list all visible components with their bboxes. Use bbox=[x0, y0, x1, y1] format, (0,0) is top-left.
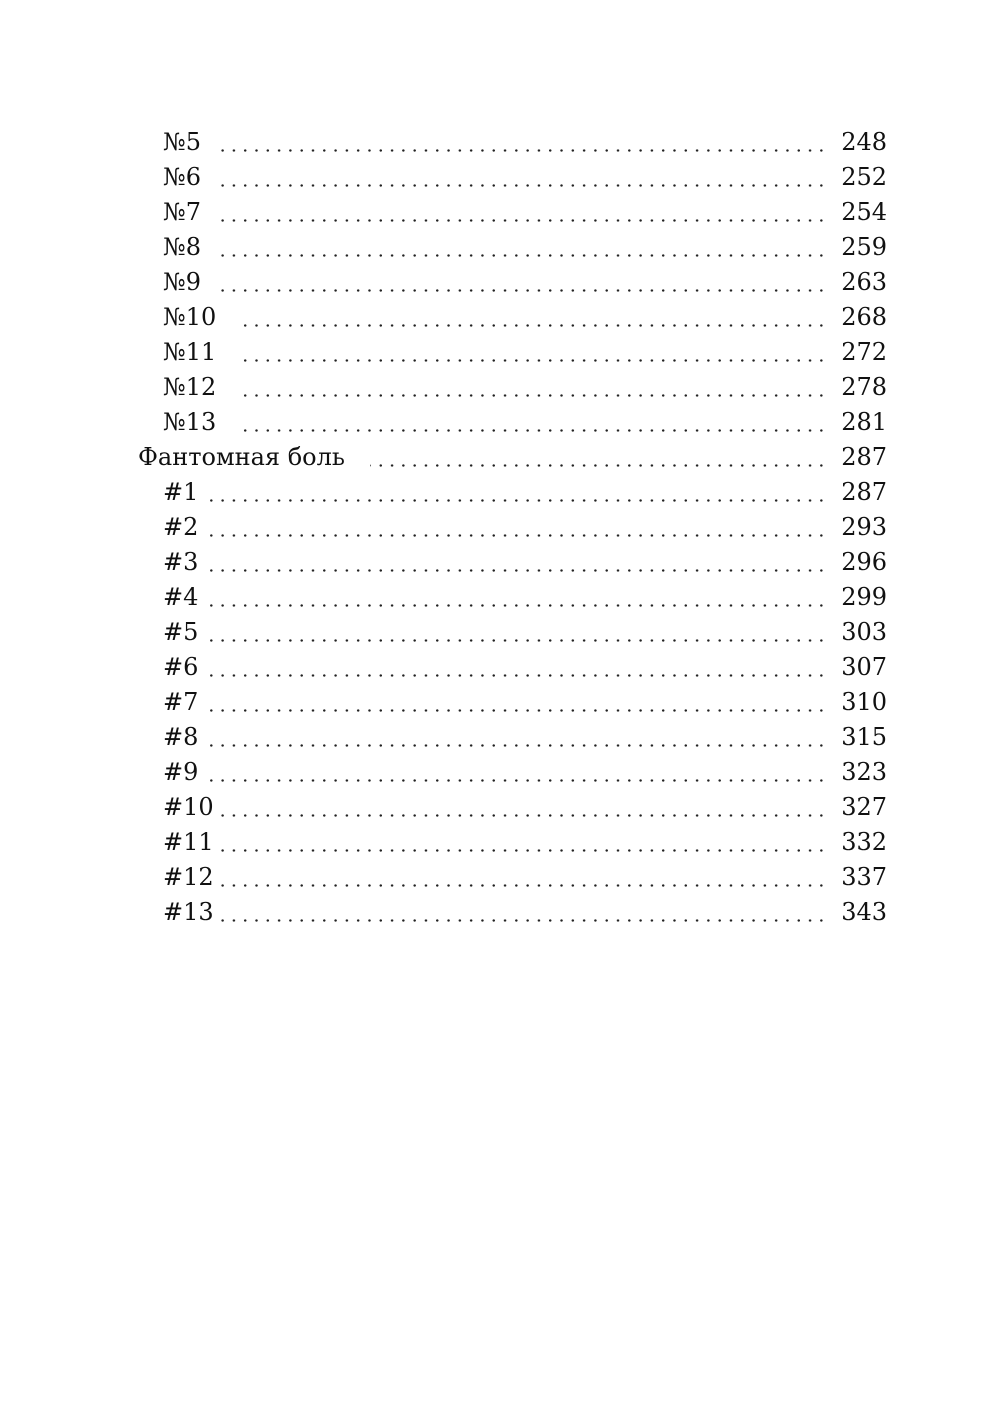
dot-leader bbox=[218, 814, 827, 817]
toc-entry-title: №10 bbox=[163, 300, 222, 335]
toc-entry[interactable] bbox=[0, 685, 1005, 720]
toc-entry-title: #11 bbox=[163, 825, 220, 860]
toc-entry-page: 263 bbox=[841, 268, 887, 296]
toc-entry-title: #7 bbox=[163, 685, 204, 720]
dot-leader bbox=[210, 604, 827, 607]
dot-leader bbox=[210, 534, 827, 537]
toc-entry[interactable] bbox=[0, 580, 1005, 615]
toc-entry-title: №7 bbox=[163, 195, 207, 230]
dot-leader bbox=[218, 184, 827, 187]
dot-leader bbox=[210, 499, 827, 502]
dot-leader bbox=[240, 429, 827, 432]
toc-entry-title: №13 bbox=[163, 405, 222, 440]
dot-leader bbox=[218, 254, 827, 257]
toc-entry[interactable] bbox=[0, 405, 1005, 440]
toc-entry-page: 323 bbox=[841, 758, 887, 786]
dot-leader bbox=[210, 569, 827, 572]
toc-entry-page: 278 bbox=[841, 373, 887, 401]
toc-entry-page: 307 bbox=[841, 653, 887, 681]
toc-entry-page: 281 bbox=[841, 408, 887, 436]
toc-entry-title: №11 bbox=[163, 335, 222, 370]
toc-entry-page: 327 bbox=[841, 793, 887, 821]
toc-entry-page: 287 bbox=[841, 478, 887, 506]
toc-entry-page: 259 bbox=[841, 233, 887, 261]
toc-entry-title: #13 bbox=[163, 895, 220, 930]
toc-entry[interactable] bbox=[0, 825, 1005, 860]
toc-entry-page: 252 bbox=[841, 163, 887, 191]
toc-entry-page: 293 bbox=[841, 513, 887, 541]
dot-leader bbox=[210, 639, 827, 642]
dot-leader bbox=[218, 219, 827, 222]
toc-entry-title: #9 bbox=[163, 755, 204, 790]
toc-entry[interactable] bbox=[0, 265, 1005, 300]
dot-leader bbox=[210, 674, 827, 677]
toc-entry-title: #6 bbox=[163, 650, 204, 685]
toc-entry-title: #3 bbox=[163, 545, 204, 580]
toc-entry[interactable] bbox=[0, 125, 1005, 160]
toc-entry-page: 343 bbox=[841, 898, 887, 926]
toc-section-title: Фантомная боль bbox=[138, 440, 351, 475]
toc-entry[interactable] bbox=[0, 475, 1005, 510]
toc-entry-title: №9 bbox=[163, 265, 207, 300]
toc-entry[interactable] bbox=[0, 895, 1005, 930]
toc-entry[interactable] bbox=[0, 370, 1005, 405]
toc-entry[interactable] bbox=[0, 160, 1005, 195]
toc-entry[interactable] bbox=[0, 650, 1005, 685]
toc-entry[interactable] bbox=[0, 720, 1005, 755]
toc-entry-title: #1 bbox=[163, 475, 204, 510]
toc-entry-page: 299 bbox=[841, 583, 887, 611]
toc-entry-title: #10 bbox=[163, 790, 220, 825]
toc-entry[interactable] bbox=[0, 335, 1005, 370]
dot-leader bbox=[210, 709, 827, 712]
toc-entry-page: 315 bbox=[841, 723, 887, 751]
toc-entry-page: 254 bbox=[841, 198, 887, 226]
toc-entry-title: #5 bbox=[163, 615, 204, 650]
toc-entry[interactable] bbox=[0, 195, 1005, 230]
dot-leader bbox=[240, 324, 827, 327]
toc-entry-title: №6 bbox=[163, 160, 207, 195]
toc-entry-title: #4 bbox=[163, 580, 204, 615]
toc-entry[interactable] bbox=[0, 300, 1005, 335]
toc-entry-page: 296 bbox=[841, 548, 887, 576]
toc-entry-page: 337 bbox=[841, 863, 887, 891]
dot-leader bbox=[370, 464, 827, 467]
toc-entry[interactable] bbox=[0, 755, 1005, 790]
toc-entry[interactable] bbox=[0, 510, 1005, 545]
toc-section-entry[interactable] bbox=[0, 440, 1005, 475]
toc-entry-page: 248 bbox=[841, 128, 887, 156]
toc-entry-page: 268 bbox=[841, 303, 887, 331]
dot-leader bbox=[210, 744, 827, 747]
toc-entry[interactable] bbox=[0, 790, 1005, 825]
dot-leader bbox=[218, 149, 827, 152]
dot-leader bbox=[218, 289, 827, 292]
toc-entry[interactable] bbox=[0, 860, 1005, 895]
table-of-contents bbox=[0, 125, 1005, 930]
toc-entry-title: №8 bbox=[163, 230, 207, 265]
dot-leader bbox=[240, 359, 827, 362]
toc-entry-page: 287 bbox=[841, 443, 887, 471]
dot-leader bbox=[218, 884, 827, 887]
toc-entry[interactable] bbox=[0, 230, 1005, 265]
toc-entry-page: 332 bbox=[841, 828, 887, 856]
dot-leader bbox=[218, 919, 827, 922]
toc-entry[interactable] bbox=[0, 545, 1005, 580]
toc-entry[interactable] bbox=[0, 615, 1005, 650]
toc-entry-page: 310 bbox=[841, 688, 887, 716]
toc-entry-title: #2 bbox=[163, 510, 204, 545]
dot-leader bbox=[210, 779, 827, 782]
toc-entry-page: 272 bbox=[841, 338, 887, 366]
dot-leader bbox=[240, 394, 827, 397]
toc-entry-title: #12 bbox=[163, 860, 220, 895]
toc-entry-page: 303 bbox=[841, 618, 887, 646]
toc-entry-title: №12 bbox=[163, 370, 222, 405]
dot-leader bbox=[218, 849, 827, 852]
toc-entry-title: №5 bbox=[163, 125, 207, 160]
toc-entry-title: #8 bbox=[163, 720, 204, 755]
